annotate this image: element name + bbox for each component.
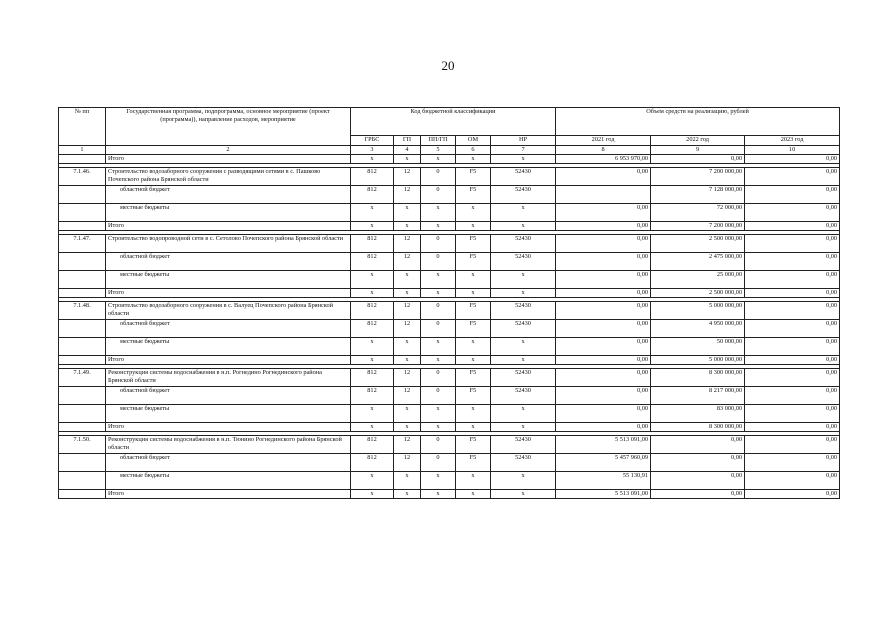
cell-2021: 0,00: [556, 168, 651, 186]
cell-ppgp: 0: [421, 235, 456, 253]
cell-gp: 12: [394, 454, 421, 472]
cell-name: Реконструкция системы водоснабжения в н.п. Тюнино Рогнединского района Брянской области: [106, 436, 351, 454]
cell-nr: х: [491, 204, 556, 222]
table-row: [59, 405, 840, 423]
header-gp: ГП: [394, 136, 421, 146]
cell-2023: 0,00: [745, 186, 840, 204]
cell-name: областной бюджет: [106, 454, 351, 472]
cell-2022: 5 000 000,00: [651, 356, 745, 365]
cell-gp: х: [394, 472, 421, 490]
cell-num: 7.1.50.: [59, 436, 106, 454]
cell-grbs: х: [351, 423, 394, 432]
cell-ppgp: 0: [421, 454, 456, 472]
budget-table: [58, 107, 840, 499]
cell-grbs: х: [351, 289, 394, 298]
cell-name: Итого: [106, 356, 351, 365]
cell-grbs: х: [351, 155, 394, 164]
cell-ppgp: х: [421, 490, 456, 499]
cell-num: [59, 338, 106, 356]
cell-nr: 52430: [491, 387, 556, 405]
cell-2022: 2 500 000,00: [651, 289, 745, 298]
cell-grbs: 812: [351, 253, 394, 271]
cell-gp: х: [394, 405, 421, 423]
cell-2021: 0,00: [556, 204, 651, 222]
cell-2021: 0,00: [556, 405, 651, 423]
cell-grbs: 812: [351, 168, 394, 186]
cell-num: [59, 472, 106, 490]
table-row: [59, 338, 840, 356]
cell-om: х: [456, 222, 491, 231]
cell-2021: 0,00: [556, 338, 651, 356]
cell-name: областной бюджет: [106, 387, 351, 405]
cell-ppgp: 0: [421, 168, 456, 186]
cell-2023: 0,00: [745, 356, 840, 365]
cell-name: местные бюджеты: [106, 405, 351, 423]
cell-num: [59, 320, 106, 338]
header-name: Государственная программа, подпрограмма, основное мероприятие (проект (программа)), направление расходов, мероприятие: [106, 108, 351, 146]
cell-num: [59, 387, 106, 405]
cell-gp: х: [394, 155, 421, 164]
column-number: 6: [456, 146, 491, 155]
cell-2023: 0,00: [745, 454, 840, 472]
cell-2021: 5 457 960,09: [556, 454, 651, 472]
cell-nr: 52430: [491, 168, 556, 186]
cell-grbs: 812: [351, 369, 394, 387]
header-om: ОМ: [456, 136, 491, 146]
cell-2022: 50 000,00: [651, 338, 745, 356]
cell-2022: 0,00: [651, 436, 745, 454]
cell-2022: 7 128 000,00: [651, 186, 745, 204]
cell-2022: 0,00: [651, 454, 745, 472]
cell-nr: х: [491, 338, 556, 356]
cell-om: х: [456, 472, 491, 490]
cell-num: 7.1.48.: [59, 302, 106, 320]
cell-2023: 0,00: [745, 235, 840, 253]
cell-name: областной бюджет: [106, 320, 351, 338]
cell-gp: 12: [394, 253, 421, 271]
cell-num: [59, 454, 106, 472]
cell-2021: 0,00: [556, 356, 651, 365]
cell-2023: 0,00: [745, 253, 840, 271]
table-row: [59, 271, 840, 289]
cell-2023: 0,00: [745, 204, 840, 222]
table-row: [59, 387, 840, 405]
cell-num: 7.1.47.: [59, 235, 106, 253]
cell-om: х: [456, 155, 491, 164]
header-2023: 2023 год: [745, 136, 840, 146]
cell-ppgp: 0: [421, 186, 456, 204]
cell-2023: 0,00: [745, 155, 840, 164]
cell-num: [59, 289, 106, 298]
cell-ppgp: х: [421, 356, 456, 365]
cell-2023: 0,00: [745, 472, 840, 490]
cell-ppgp: 0: [421, 436, 456, 454]
cell-2023: 0,00: [745, 490, 840, 499]
cell-2022: 83 000,00: [651, 405, 745, 423]
cell-2021: [556, 186, 651, 204]
table-row: [59, 320, 840, 338]
cell-nr: х: [491, 155, 556, 164]
cell-2022: 25 000,00: [651, 271, 745, 289]
cell-grbs: х: [351, 356, 394, 365]
cell-gp: 12: [394, 387, 421, 405]
cell-nr: 52430: [491, 186, 556, 204]
column-number: 4: [394, 146, 421, 155]
cell-om: х: [456, 405, 491, 423]
cell-om: F5: [456, 369, 491, 387]
cell-gp: 12: [394, 186, 421, 204]
table-row: [59, 155, 840, 164]
cell-nr: 52430: [491, 302, 556, 320]
cell-name: Итого: [106, 423, 351, 432]
cell-ppgp: 0: [421, 253, 456, 271]
header-2021: 2021 год: [556, 136, 651, 146]
cell-2021: 0,00: [556, 235, 651, 253]
cell-nr: х: [491, 271, 556, 289]
cell-2022: 0,00: [651, 490, 745, 499]
cell-grbs: х: [351, 472, 394, 490]
cell-name: областной бюджет: [106, 253, 351, 271]
cell-2023: 0,00: [745, 405, 840, 423]
cell-gp: х: [394, 423, 421, 432]
cell-2021: 6 953 970,00: [556, 155, 651, 164]
cell-2022: 7 200 000,00: [651, 222, 745, 231]
cell-num: [59, 405, 106, 423]
cell-om: х: [456, 289, 491, 298]
cell-2023: 0,00: [745, 168, 840, 186]
cell-2022: 8 217 000,00: [651, 387, 745, 405]
cell-2021: 5 513 091,00: [556, 436, 651, 454]
cell-grbs: 812: [351, 436, 394, 454]
cell-2022: 72 000,00: [651, 204, 745, 222]
cell-grbs: 812: [351, 235, 394, 253]
cell-2022: 4 950 000,00: [651, 320, 745, 338]
table-row: [59, 369, 840, 387]
cell-2021: 55 130,91: [556, 472, 651, 490]
cell-nr: 52430: [491, 436, 556, 454]
cell-gp: х: [394, 289, 421, 298]
cell-num: [59, 204, 106, 222]
table-row: [59, 204, 840, 222]
cell-2023: 0,00: [745, 302, 840, 320]
table-row: [59, 302, 840, 320]
cell-nr: 52430: [491, 235, 556, 253]
cell-2022: 2 500 000,00: [651, 235, 745, 253]
header-grbs: ГРБС: [351, 136, 394, 146]
cell-num: [59, 155, 106, 164]
cell-om: х: [456, 356, 491, 365]
cell-name: местные бюджеты: [106, 338, 351, 356]
table-row: [59, 253, 840, 271]
cell-name: Итого: [106, 222, 351, 231]
cell-2021: 0,00: [556, 289, 651, 298]
cell-num: [59, 490, 106, 499]
cell-ppgp: х: [421, 472, 456, 490]
cell-name: Итого: [106, 155, 351, 164]
cell-om: F5: [456, 454, 491, 472]
cell-gp: 12: [394, 369, 421, 387]
table-row: [59, 289, 840, 298]
cell-num: [59, 271, 106, 289]
cell-name: Реконструкция системы водоснабжения в н.п. Рогнедино Рогнединского района Брянской области: [106, 369, 351, 387]
cell-ppgp: 0: [421, 387, 456, 405]
cell-2021: 0,00: [556, 369, 651, 387]
cell-2022: 7 200 000,00: [651, 168, 745, 186]
cell-name: областной бюджет: [106, 186, 351, 204]
cell-ppgp: х: [421, 204, 456, 222]
cell-2022: 0,00: [651, 155, 745, 164]
cell-2022: 2 475 000,00: [651, 253, 745, 271]
cell-2021: 0,00: [556, 320, 651, 338]
cell-gp: 12: [394, 302, 421, 320]
table-row: [59, 490, 840, 499]
cell-gp: 12: [394, 168, 421, 186]
cell-2023: 0,00: [745, 436, 840, 454]
cell-nr: х: [491, 423, 556, 432]
cell-nr: х: [491, 222, 556, 231]
cell-2023: 0,00: [745, 387, 840, 405]
column-number: 2: [106, 146, 351, 155]
cell-grbs: 812: [351, 454, 394, 472]
cell-num: [59, 222, 106, 231]
cell-gp: х: [394, 271, 421, 289]
cell-2022: 0,00: [651, 472, 745, 490]
cell-2021: 0,00: [556, 423, 651, 432]
cell-grbs: 812: [351, 302, 394, 320]
cell-2022: 8 300 000,00: [651, 369, 745, 387]
cell-gp: х: [394, 204, 421, 222]
page-number: 20: [441, 58, 455, 73]
cell-ppgp: х: [421, 405, 456, 423]
table-row: [59, 235, 840, 253]
cell-name: местные бюджеты: [106, 204, 351, 222]
cell-grbs: х: [351, 271, 394, 289]
cell-num: [59, 186, 106, 204]
header-num: № пп: [59, 108, 106, 146]
cell-name: местные бюджеты: [106, 472, 351, 490]
cell-name: Строительство водозаборного сооружения с разводящими сетями в с. Пашково Почепского района Брянской области: [106, 168, 351, 186]
cell-gp: х: [394, 356, 421, 365]
cell-gp: 12: [394, 436, 421, 454]
cell-om: F5: [456, 302, 491, 320]
cell-ppgp: х: [421, 222, 456, 231]
cell-gp: 12: [394, 320, 421, 338]
cell-om: F5: [456, 253, 491, 271]
cell-name: Строительство водопроводной сети в с. Сетолово Почепского района Брянской области: [106, 235, 351, 253]
cell-grbs: 812: [351, 320, 394, 338]
table-row: [59, 168, 840, 186]
cell-grbs: х: [351, 405, 394, 423]
cell-om: х: [456, 271, 491, 289]
table-row: [59, 454, 840, 472]
cell-2023: 0,00: [745, 369, 840, 387]
cell-nr: х: [491, 289, 556, 298]
cell-ppgp: х: [421, 423, 456, 432]
cell-ppgp: 0: [421, 369, 456, 387]
cell-2022: 5 000 000,00: [651, 302, 745, 320]
cell-om: F5: [456, 168, 491, 186]
cell-2023: 0,00: [745, 338, 840, 356]
cell-2021: 5 513 091,00: [556, 490, 651, 499]
cell-gp: х: [394, 222, 421, 231]
cell-om: х: [456, 423, 491, 432]
cell-2023: 0,00: [745, 423, 840, 432]
cell-2023: 0,00: [745, 289, 840, 298]
cell-nr: х: [491, 490, 556, 499]
column-number: 5: [421, 146, 456, 155]
header-2022: 2022 год: [651, 136, 745, 146]
cell-num: 7.1.46.: [59, 168, 106, 186]
cell-om: х: [456, 204, 491, 222]
cell-grbs: х: [351, 222, 394, 231]
column-number: 1: [59, 146, 106, 155]
cell-2021: 0,00: [556, 302, 651, 320]
header-amount: Объем средств на реализацию, рублей: [556, 108, 840, 136]
cell-nr: 52430: [491, 454, 556, 472]
table-row: [59, 186, 840, 204]
cell-ppgp: 0: [421, 302, 456, 320]
cell-name: Итого: [106, 289, 351, 298]
cell-grbs: 812: [351, 186, 394, 204]
header-nr: НР: [491, 136, 556, 146]
column-number: 7: [491, 146, 556, 155]
cell-grbs: х: [351, 204, 394, 222]
column-number: 3: [351, 146, 394, 155]
cell-ppgp: х: [421, 271, 456, 289]
table-row: [59, 472, 840, 490]
cell-num: [59, 356, 106, 365]
cell-grbs: х: [351, 490, 394, 499]
cell-ppgp: х: [421, 338, 456, 356]
table-row: [59, 436, 840, 454]
cell-nr: 52430: [491, 253, 556, 271]
cell-2021: 0,00: [556, 222, 651, 231]
cell-name: Строительство водозаборного сооружения в с. Валуец Почепского района Брянской области: [106, 302, 351, 320]
cell-2021: 0,00: [556, 253, 651, 271]
cell-nr: х: [491, 356, 556, 365]
cell-gp: 12: [394, 235, 421, 253]
cell-ppgp: х: [421, 155, 456, 164]
cell-num: [59, 423, 106, 432]
cell-grbs: х: [351, 338, 394, 356]
cell-nr: 52430: [491, 369, 556, 387]
table-row: [59, 222, 840, 231]
cell-gp: х: [394, 490, 421, 499]
cell-gp: х: [394, 338, 421, 356]
cell-num: [59, 253, 106, 271]
cell-nr: 52430: [491, 320, 556, 338]
cell-2021: 0,00: [556, 271, 651, 289]
cell-om: F5: [456, 387, 491, 405]
cell-om: F5: [456, 186, 491, 204]
cell-ppgp: 0: [421, 320, 456, 338]
cell-2023: 0,00: [745, 271, 840, 289]
cell-2023: 0,00: [745, 222, 840, 231]
cell-2022: 8 300 000,00: [651, 423, 745, 432]
column-number: 10: [745, 146, 840, 155]
cell-om: х: [456, 338, 491, 356]
header-budget-code: Код бюджетной классификации: [351, 108, 556, 136]
cell-om: х: [456, 490, 491, 499]
cell-2021: 0,00: [556, 387, 651, 405]
cell-ppgp: х: [421, 289, 456, 298]
cell-om: F5: [456, 235, 491, 253]
cell-nr: х: [491, 472, 556, 490]
cell-nr: х: [491, 405, 556, 423]
cell-grbs: 812: [351, 387, 394, 405]
header-ppgp: ПП/ГП: [421, 136, 456, 146]
column-number: 9: [651, 146, 745, 155]
cell-name: Итого: [106, 490, 351, 499]
cell-name: местные бюджеты: [106, 271, 351, 289]
table-row: [59, 423, 840, 432]
cell-om: F5: [456, 320, 491, 338]
table-row: [59, 356, 840, 365]
cell-om: F5: [456, 436, 491, 454]
table-body: [59, 155, 840, 499]
cell-2023: 0,00: [745, 320, 840, 338]
cell-num: 7.1.49.: [59, 369, 106, 387]
column-number: 8: [556, 146, 651, 155]
